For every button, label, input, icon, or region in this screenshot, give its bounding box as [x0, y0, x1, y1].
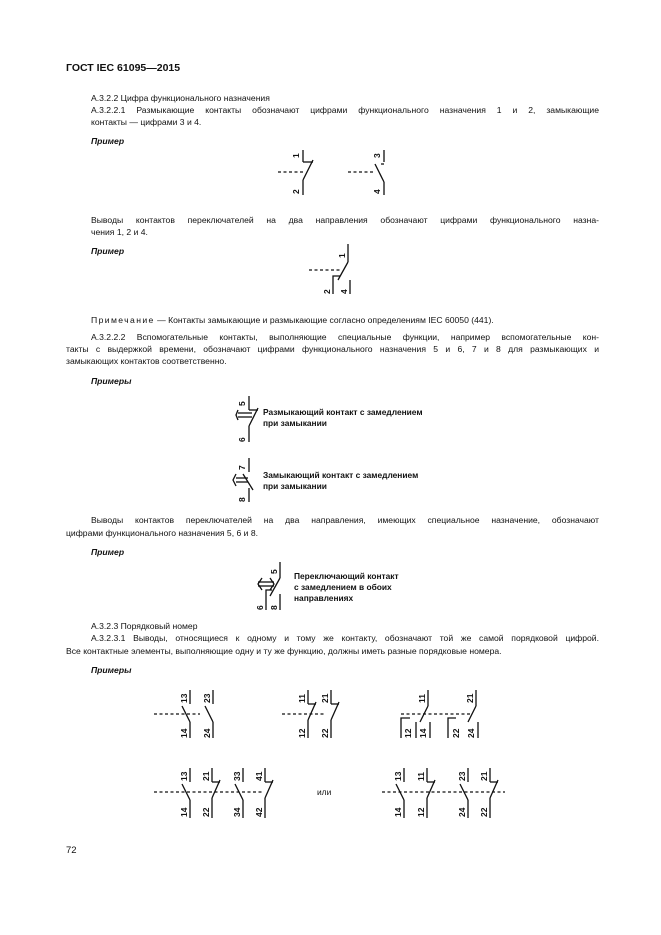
make-contacts-pair-symbol — [154, 690, 213, 738]
terminal-label: 6 — [237, 437, 247, 442]
changeover-contacts-pair-symbol — [401, 690, 478, 738]
terminal-label: 13 — [179, 693, 189, 703]
note-text: — Контакты замыкающие и размыкающие согласно определениям IEC 60050 (441). — [154, 315, 494, 325]
terminal-label: 12 — [297, 728, 307, 738]
caption-line: Переключающий контакт — [294, 571, 399, 581]
terminal-label: 42 — [254, 807, 264, 817]
paragraph-line: чения 1, 2 и 4. — [91, 227, 148, 237]
terminal-label: 21 — [201, 771, 211, 781]
paragraph-line: А.3.2.2.2 Вспомогательные контакты, выполняющие специальные функции, например вспомогательные кон- — [91, 332, 599, 342]
paragraph-line: замыкающих контактов соответственно. — [66, 356, 227, 366]
caption-line: направлениях — [294, 593, 354, 603]
terminal-label: 23 — [457, 771, 467, 781]
terminal-label: 21 — [479, 771, 489, 781]
terminal-label: 11 — [297, 694, 307, 703]
terminal-label: 8 — [237, 497, 247, 502]
break-contact-symbol — [278, 150, 313, 195]
examples-label: Примеры — [91, 665, 132, 675]
terminal-label: 14 — [179, 807, 189, 817]
note-label: Примечание — [91, 315, 155, 325]
paragraph-line: А.3.2.3.1 Выводы, относящиеся к одному и тому же контакту, обозначают той же самой порядковой цифрой. — [91, 633, 599, 643]
examples-label: Примеры — [91, 376, 132, 386]
terminal-label: 24 — [202, 728, 212, 738]
paragraph-line: Все контактные элементы, выполняющие одну и ту же функцию, должны иметь разные порядковые номера. — [66, 646, 502, 656]
terminal-label: 34 — [232, 807, 242, 817]
make-contact-symbol — [348, 150, 384, 195]
terminal-label: 21 — [465, 693, 475, 703]
terminal-label: 5 — [237, 401, 247, 406]
paragraph-line: Выводы контактов переключателей на два направления обозначают цифрами функционального назна- — [91, 215, 599, 225]
page-number: 72 — [66, 845, 77, 856]
terminal-label: 41 — [254, 771, 264, 781]
terminal-label: 21 — [320, 693, 330, 703]
or-label: или — [317, 787, 332, 797]
terminal-label: 22 — [201, 807, 211, 817]
terminal-label: 24 — [457, 807, 467, 817]
terminal-label: 24 — [466, 728, 476, 738]
example-label: Пример — [91, 136, 125, 146]
example-label: Пример — [91, 246, 125, 256]
delayed-changeover-contact-symbol — [255, 562, 280, 610]
caption-line: с замедлением в обоих — [294, 582, 392, 592]
terminal-label: 8 — [269, 605, 279, 610]
caption-line: при замыкании — [263, 481, 327, 491]
terminal-label: 23 — [202, 693, 212, 703]
changeover-contact-symbol — [309, 244, 350, 294]
document-header: ГОСТ IEC 61095—2015 — [66, 62, 181, 74]
paragraph-line: А.3.2.2.1 Размыкающие контакты обозначают цифрами функционального назначения 1 и 2, замыкающие — [91, 105, 599, 115]
terminal-label: 4 — [372, 189, 382, 194]
four-contacts-symbol — [154, 768, 273, 818]
caption-line: при замыкании — [263, 418, 327, 428]
terminal-label: 3 — [372, 153, 382, 158]
terminal-label: 5 — [269, 569, 279, 574]
terminal-label: 14 — [418, 728, 428, 738]
delayed-break-contact-symbol — [236, 396, 258, 442]
terminal-label: 14 — [179, 728, 189, 738]
caption-line: Размыкающий контакт с замедлением — [263, 407, 423, 417]
terminal-label: 7 — [237, 465, 247, 470]
delayed-make-contact-symbol — [233, 458, 253, 502]
four-contacts-alt-symbol — [382, 768, 505, 818]
terminal-label: 33 — [232, 771, 242, 781]
terminal-label: 22 — [479, 807, 489, 817]
terminal-label: 1 — [337, 253, 347, 258]
paragraph-line: такты с выдержкой времени, обозначают цифрами функционального назначения 5 и 6, 7 и 8 для размыкающих и — [66, 344, 599, 354]
terminal-label: 6 — [255, 605, 265, 610]
terminal-label: 22 — [451, 728, 461, 738]
paragraph-line: цифрами функционального назначения 5, 6 и 8. — [66, 528, 259, 538]
terminal-label: 14 — [393, 807, 403, 817]
terminal-label: 2 — [322, 289, 332, 294]
subsection-heading: А.3.2.2 Цифра функционального назначения — [91, 93, 270, 103]
example-label: Пример — [91, 547, 125, 557]
terminal-label: 13 — [393, 771, 403, 781]
terminal-label: 2 — [291, 189, 301, 194]
paragraph-line: контакты — цифрами 3 и 4. — [91, 117, 202, 127]
terminal-label: 22 — [320, 728, 330, 738]
terminal-label: 12 — [403, 728, 413, 738]
paragraph-line: Выводы контактов переключателей на два направления, имеющих специальное назначение, обозначают — [91, 515, 599, 525]
break-contacts-pair-symbol — [282, 690, 339, 738]
terminal-label: 1 — [291, 153, 301, 158]
terminal-label: 13 — [179, 771, 189, 781]
subsection-heading: А.3.2.3 Порядковый номер — [91, 621, 198, 631]
terminal-label: 11 — [416, 772, 426, 781]
caption-line: Замыкающий контакт с замедлением — [263, 470, 419, 480]
terminal-label: 12 — [416, 807, 426, 817]
terminal-label: 11 — [417, 694, 427, 703]
terminal-label: 4 — [339, 289, 349, 294]
